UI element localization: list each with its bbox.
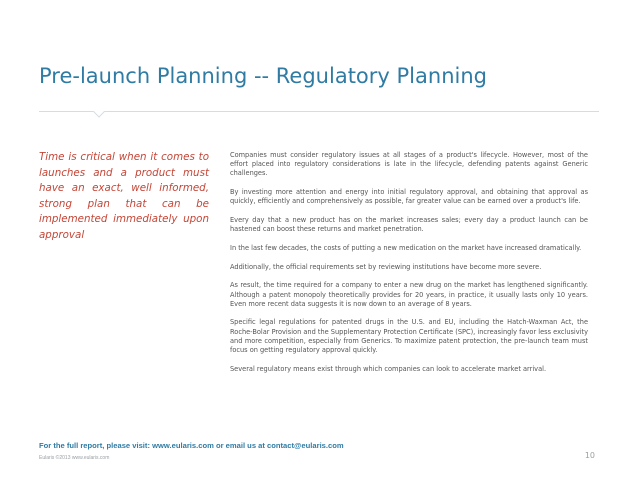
title-divider	[39, 111, 599, 112]
body-paragraph: Several regulatory means exist through which companies can look to accelerate market arrival.	[230, 364, 547, 373]
report-link[interactable]: For the full report, please visit: www.eularis.com or email us at contact@eularis.com	[39, 441, 344, 450]
body-paragraph: Companies must consider regulatory issues at all stages of a product's lifecycle. However, most of the effort placed into regulatory considerations is late in the lifecycle, defending patents against Generic challenges.	[230, 151, 588, 178]
slide-title: Pre-launch Planning -- Regulatory Planning	[39, 64, 487, 88]
body-paragraph: Additionally, the official requirements set by reviewing institutions have become more severe.	[230, 262, 542, 271]
body-paragraph: In the last few decades, the costs of putting a new medication on the market have increased dramatically.	[230, 243, 582, 252]
body-paragraph: As result, the time required for a company to enter a new drug on the market has lengthened significantly. Although a patent monopoly theoretically provides for 20 years, in practice, it usually lasts only 10 years. Even more recent data suggests it is now down to an average of 8 years.	[230, 281, 588, 308]
body-paragraph: Specific legal regulations for patented drugs in the U.S. and EU, including the Hatch-Waxman Act, the Roche-Bolar Provision and the Supplementary Protection Certificate (SPC), increasingly favor less exclusivity and more competition, especially from Generics. To maximize patent protection, the pre-launch team must focus on getting regulatory approval quickly.	[230, 318, 588, 355]
body-text	[230, 151, 588, 383]
copyright-notice: Eularis ©2013 www.eularis.com	[39, 455, 110, 461]
callout-quote: Time is critical when it comes to launches and a product must have an exact, well informed, strong plan that can be implemented immediately upon approval	[39, 151, 209, 241]
page-number: 10	[584, 451, 595, 460]
body-paragraph: Every day that a new product has on the market increases sales; every day a product launch can be hastened can boost these returns and market penetration.	[230, 216, 588, 234]
divider-notch	[93, 106, 104, 117]
body-paragraph: By investing more attention and energy into initial regulatory approval, and obtaining that approval as quickly, efficiently and comprehensively as possible, far greater value can be earned over a product's life.	[230, 188, 588, 206]
